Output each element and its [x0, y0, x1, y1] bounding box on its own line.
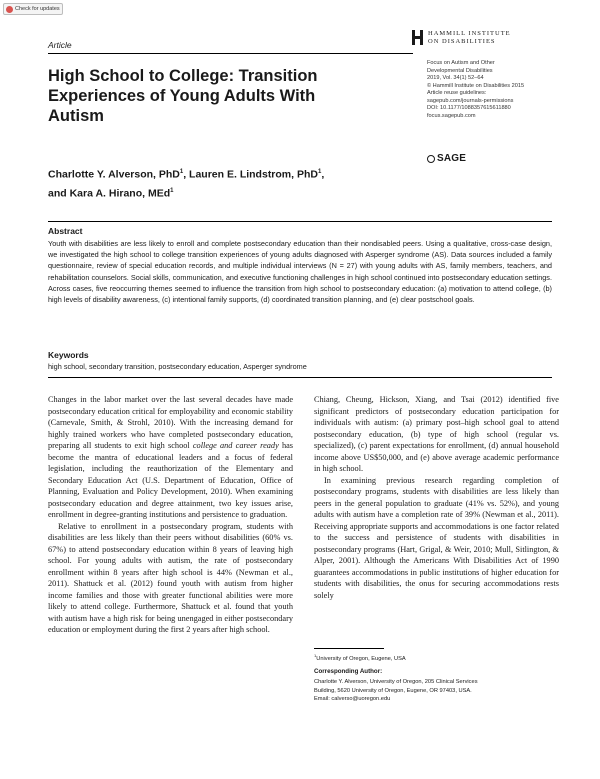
- journal-meta: [427, 60, 587, 120]
- meta-journal-line2: Developmental Disabilities: [427, 67, 493, 74]
- hammill-logo-icon: [412, 30, 425, 45]
- author-3-affiliation: 1: [170, 187, 174, 194]
- author-2-affiliation: 1: [317, 169, 322, 175]
- crossmark-icon: [6, 6, 13, 13]
- body-column-left: [48, 394, 293, 636]
- publisher-name-line2: ON DISABILITIES: [428, 38, 496, 45]
- meta-reuse-label: Article reuse guidelines:: [427, 90, 487, 96]
- correspondence-line: Charlotte Y. Alverson, University of Oregon, 205 Clinical Services: [314, 679, 478, 685]
- header-rule: [48, 53, 413, 54]
- keywords-rule: [48, 377, 552, 378]
- footnote-text: University of Oregon, Eugene, USA: [316, 655, 406, 662]
- meta-copyright: © Hammill Institute on Disabilities 2015: [427, 82, 525, 89]
- author-1-affiliation: 1: [179, 169, 184, 175]
- affiliation-footnote: [314, 652, 554, 663]
- author-separator: ,: [321, 168, 325, 181]
- author-list: [48, 164, 378, 201]
- author-3: and Kara A. Hirano, MEd: [48, 187, 171, 199]
- section-label: Article: [48, 40, 72, 50]
- sage-logo-text: SAGE: [437, 153, 467, 164]
- body-paragraph: [48, 394, 293, 521]
- body-emphasis: college and career ready: [192, 441, 279, 450]
- check-for-updates-badge[interactable]: [3, 3, 63, 15]
- author-1: Charlotte Y. Alverson, PhD: [48, 168, 180, 181]
- body-text: Changes in the labor market over the last several decades have made postsecondary education critical for employability and economic stability (Carnevale, Smith, & Strohl, 2010). With the increasing demand for highly trained workers who have completed postsecondary education, preparing all students to exit high school: [48, 395, 293, 450]
- body-column-right: [314, 394, 559, 601]
- abstract-heading: Abstract: [48, 226, 83, 236]
- body-text: has become the mantra of educational leaders and a focus of federal legislation, including the reauthorization of the Elementary and Secondary Education Act (U.S. Department of Education, Office of Planning, Evaluation and Policy Development, 2010). When examining postsecondary education and degree attainment, two key issues arise, enrollment in degree-granting institutions and persistence to graduation.: [48, 441, 294, 519]
- keywords-text: high school, secondary transition, postsecondary education, Asperger syndrome: [48, 362, 307, 371]
- meta-reuse-link[interactable]: sagepub.com/journals-permissions: [427, 97, 514, 104]
- body-paragraph: Chiang, Cheung, Hickson, Xiang, and Tsai (2012) identified five significant predictors of postsecondary education participation for individuals with autism: (a) primary post–high school goal to attend postsecondary education, (b) type of high school (regular vs. specialized), (c) parent expectations for enrollment, (d) annual household income above US$50,000, and (e) above average academic performance in high school.: [314, 395, 559, 473]
- sage-logo: [427, 153, 466, 164]
- correspondence-email[interactable]: Email: calverso@uoregon.edu: [314, 696, 391, 703]
- keywords-heading: Keywords: [48, 350, 89, 360]
- corresponding-author-details: [314, 678, 554, 704]
- meta-journal-line1: Focus on Autism and Other: [427, 60, 495, 66]
- corresponding-author-heading: Corresponding Author:: [314, 668, 383, 675]
- body-paragraph: Relative to enrollment in a postsecondary program, students with disabilities are less likely than their peers without disabilities (60% vs. 67%) to attend postsecondary education within 8 years of leaving high school. For young adults with autism, the rate of postsecondary enrollment within 8 years after high school is 44% (Newman et al., 2011). Shattuck et al. (2012) found youth with autism from higher income families and those with greater functional abilities were more likely to attend college. Furthermore, Shattuck et al. found that youth with autism have a high risk for being unengaged in either postsecondary education or employment during the first 2 years after high school.: [48, 521, 293, 634]
- author-2: , Lauren E. Lindstrom, PhD: [183, 168, 318, 181]
- meta-volume: 2019, Vol. 34(1) 52–64: [427, 75, 484, 81]
- footnote-rule: [314, 648, 384, 649]
- meta-doi[interactable]: DOI: 10.1177/1088357615611880: [427, 105, 511, 111]
- footnote-marker: 1: [314, 653, 317, 658]
- body-paragraph: In examining previous research regarding completion of postsecondary programs, students with disabilities are less likely than peers in the general population to graduate (41% vs. 52%), and young adults with autism have a completion rate of 39% (Newman et al., 2011). Receiving appropriate supports and accommodations is one factor related to the success and persistence of students with disabilities in postsecondary programs (Hart, Grigal, & Weir, 2010; Mull, Sitlington, & Alper, 2001). Although the Americans With Disabilities Act of 1990 guarantees accommodations in public institutions of higher education for students with disabilities, the onus for securing accommodations rests solely: [314, 475, 559, 600]
- check-for-updates-label: Check for updates: [15, 6, 60, 12]
- publisher-name-line1: HAMMILL INSTITUTE: [428, 30, 511, 37]
- correspondence-line: Building, 5620 University of Oregon, Eugene, OR 97403, USA.: [314, 687, 472, 694]
- abstract-rule: [48, 221, 552, 222]
- publisher-logo: [412, 30, 511, 46]
- sage-ring-icon: [427, 155, 435, 163]
- meta-site-link[interactable]: focus.sagepub.com: [427, 112, 476, 119]
- abstract-text: Youth with disabilities are less likely to enroll and complete postsecondary education than their nondisabled peers. Using a qualitative, cross-case design, we investigated the high school to college transition experiences of young adults diagnosed with Asperger syndrome (AS). Data sources included a family questionnaire, review of special education records, and multiple individual interviews (N = 27) with young adults with AS, family members, teachers, and rehabilitation counselors. Social skills, communication, and executive functioning challenges in high school continued into postsecondary education settings. Across cases, five reoccurring themes seemed to influence the transition from high school to postsecondary education: (a) motivation to attend college, (b) high levels of disability awareness, (c) intentional family supports, (d) coordinated transition planning, and (e) clear postschool goals.: [48, 239, 552, 305]
- article-title: High School to College: Transition Experiences of Young Adults With Autism: [48, 67, 318, 125]
